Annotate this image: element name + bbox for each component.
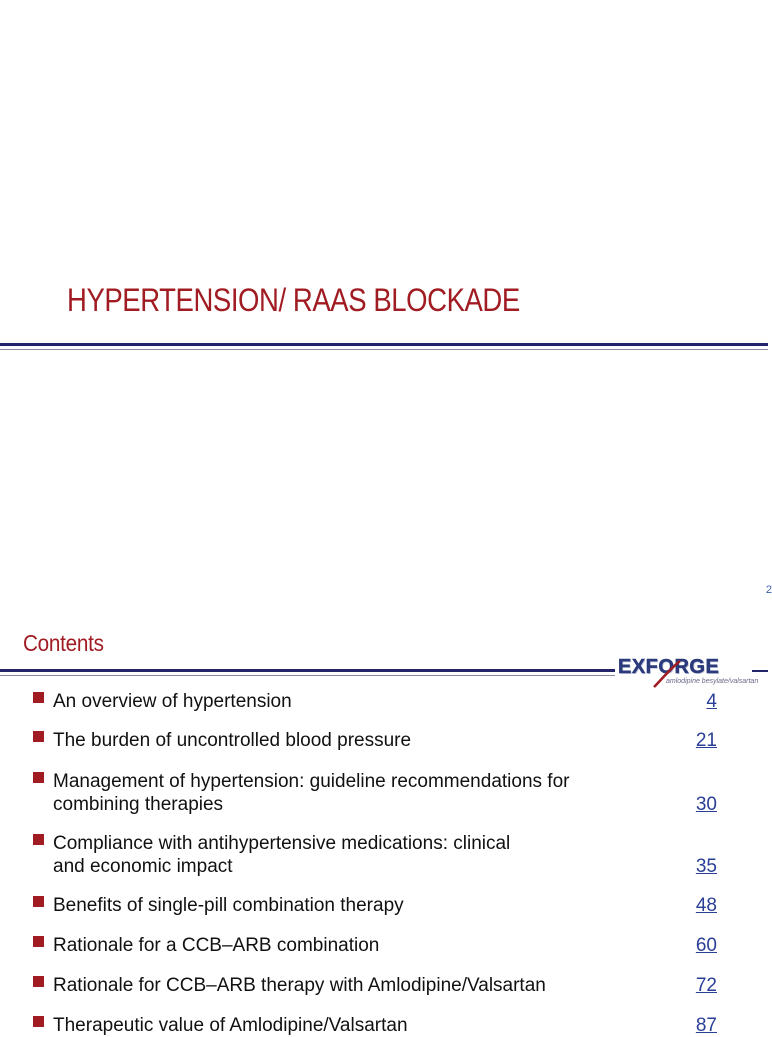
- toc-item-line: combining therapies: [53, 794, 224, 815]
- toc-item-line: Therapeutic value of Amlodipine/Valsartan: [53, 1015, 408, 1036]
- toc-item-page-link[interactable]: 48: [695, 895, 717, 916]
- toc-item-page-link[interactable]: 35: [695, 856, 717, 877]
- toc-item-page-link[interactable]: 72: [695, 975, 717, 996]
- contents-rule-thin: [0, 675, 615, 676]
- toc-item-line: Compliance with antihypertensive medications: clinical: [53, 833, 511, 854]
- bullet-icon: [33, 772, 44, 783]
- toc-item-line: Rationale for CCB–ARB therapy with Amlodipine/Valsartan: [53, 975, 546, 996]
- toc-item-title: [53, 770, 653, 816]
- toc-item-title: [53, 690, 653, 713]
- toc-item-page-link[interactable]: 87: [695, 1015, 717, 1036]
- bullet-icon: [33, 731, 44, 742]
- bullet-icon: [33, 692, 44, 703]
- toc-item-title: [53, 729, 653, 752]
- logo-wordmark: EXFORGE: [618, 656, 720, 678]
- toc-item-title: [53, 832, 653, 878]
- logo-rule: [752, 670, 768, 672]
- slide-contents: [0, 600, 768, 1036]
- logo-subtitle: amlodipine besylate/valsartan: [666, 678, 759, 685]
- toc-item-line: Benefits of single-pill combination therapy: [53, 895, 404, 916]
- title-rule-thin: [0, 349, 768, 350]
- contents-heading: Contents: [23, 630, 104, 656]
- toc-item-title: [53, 974, 653, 997]
- toc-item-title: [53, 934, 653, 957]
- toc-item-title: [53, 894, 653, 917]
- bullet-icon: [33, 896, 44, 907]
- slide-title-heading: HYPERTENSION/ RAAS BLOCKADE: [67, 282, 520, 318]
- toc-item-line: Rationale for a CCB–ARB combination: [53, 935, 380, 956]
- bullet-icon: [33, 976, 44, 987]
- toc-item-line: Management of hypertension: guideline recommendations for: [53, 771, 570, 792]
- bullet-icon: [33, 1016, 44, 1027]
- toc-item-page-link[interactable]: 60: [695, 935, 717, 956]
- bullet-icon: [33, 834, 44, 845]
- page-number: 2: [765, 584, 772, 596]
- title-rule-thick: [0, 343, 768, 346]
- toc-item-line: An overview of hypertension: [53, 691, 292, 712]
- toc-item-line: and economic impact: [53, 856, 233, 877]
- toc-item-page-link[interactable]: 30: [695, 794, 717, 815]
- bullet-icon: [33, 936, 44, 947]
- toc-item-title: [53, 1014, 653, 1037]
- toc-item-page-link[interactable]: 4: [706, 691, 717, 712]
- exforge-logo: [618, 656, 759, 690]
- toc-item-page-link[interactable]: 21: [695, 730, 717, 751]
- toc-item-line: The burden of uncontrolled blood pressure: [53, 730, 412, 751]
- contents-rule-thick: [0, 669, 615, 672]
